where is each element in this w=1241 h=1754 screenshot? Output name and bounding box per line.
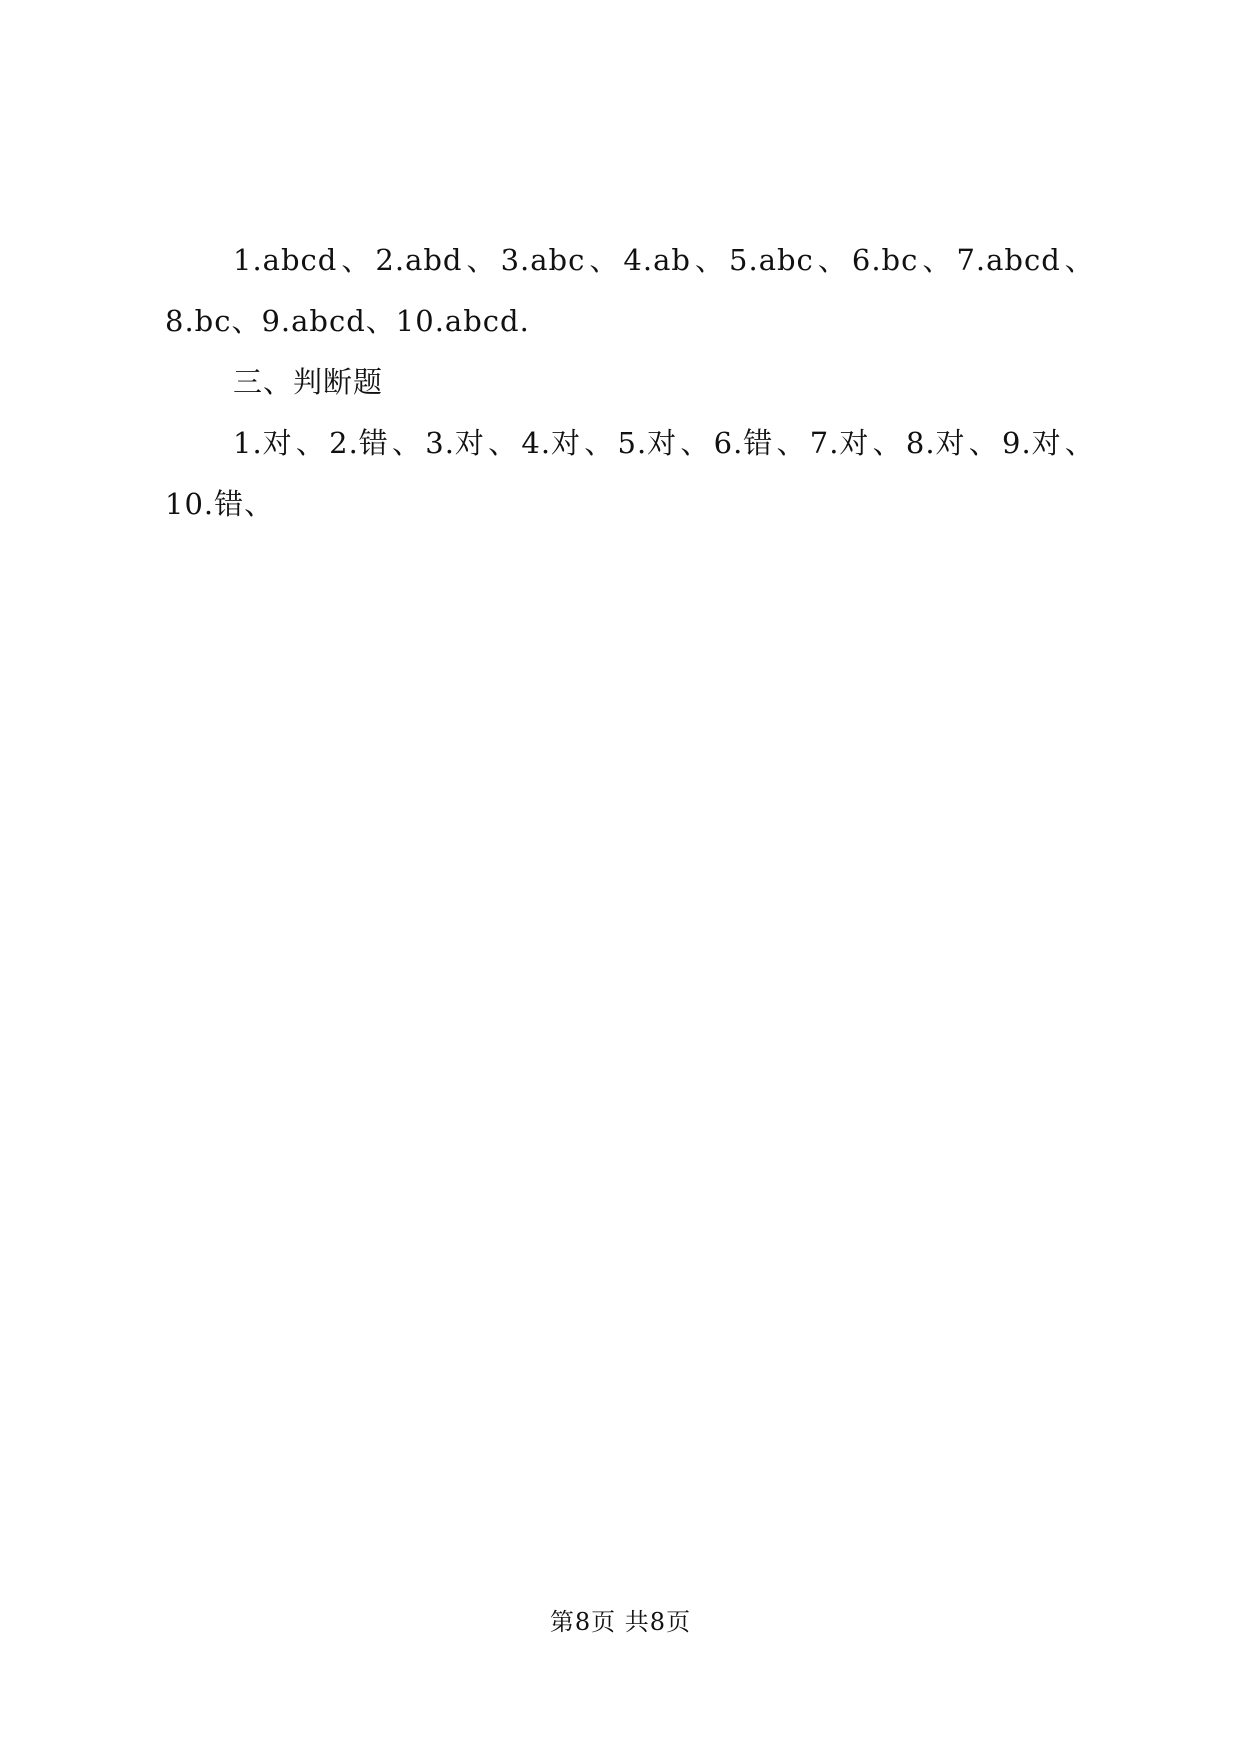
answer-paragraph-true-false bbox=[165, 413, 1095, 474]
section-heading: 三、判断题 bbox=[233, 365, 384, 399]
separator: 、 bbox=[680, 426, 711, 460]
answer-item: 1.对 bbox=[233, 426, 293, 460]
separator: 、 bbox=[776, 426, 807, 460]
answer-item: 3.abc bbox=[500, 243, 586, 277]
separator: 、 bbox=[584, 426, 615, 460]
separator: 、 bbox=[968, 426, 999, 460]
separator: 、 bbox=[488, 426, 519, 460]
document-body bbox=[165, 230, 1095, 535]
separator: 、 bbox=[1064, 426, 1095, 460]
separator: 、 bbox=[922, 243, 953, 277]
answer-item: 7.对 bbox=[809, 426, 870, 460]
answer-item: 8.对 bbox=[905, 426, 966, 460]
answer-item: 5.abc bbox=[729, 243, 814, 277]
separator: 、 bbox=[392, 426, 423, 460]
separator: 、 bbox=[817, 243, 848, 277]
answer-item: 9.对 bbox=[1002, 426, 1062, 460]
answer-item: 5.对 bbox=[617, 426, 678, 460]
separator: 、 bbox=[295, 426, 326, 460]
answer-item: 6.bc bbox=[851, 243, 919, 277]
separator: 、 bbox=[589, 243, 620, 277]
answer-item: 6.错 bbox=[713, 426, 774, 460]
answer-item: 4.对 bbox=[521, 426, 582, 460]
answer-line-continued: 10.错、 bbox=[165, 487, 275, 521]
separator: 、 bbox=[872, 426, 903, 460]
answer-item: 1.abcd bbox=[233, 243, 338, 277]
answer-line bbox=[233, 413, 1095, 474]
separator: 、 bbox=[466, 243, 497, 277]
answer-item: 7.abcd bbox=[956, 243, 1061, 277]
separator: 、 bbox=[694, 243, 725, 277]
answer-item: 2.abd bbox=[375, 243, 463, 277]
answer-line-continued: 8.bc、9.abcd、10.abcd. bbox=[165, 304, 530, 338]
separator: 、 bbox=[341, 243, 372, 277]
answer-line bbox=[233, 230, 1095, 291]
answer-paragraph-multiple-choice bbox=[165, 230, 1095, 291]
answer-item: 4.ab bbox=[623, 243, 691, 277]
separator: 、 bbox=[1064, 243, 1095, 277]
answer-item: 3.对 bbox=[425, 426, 485, 460]
page-footer: 第8页 共8页 bbox=[549, 1608, 692, 1636]
answer-item: 2.错 bbox=[329, 426, 389, 460]
